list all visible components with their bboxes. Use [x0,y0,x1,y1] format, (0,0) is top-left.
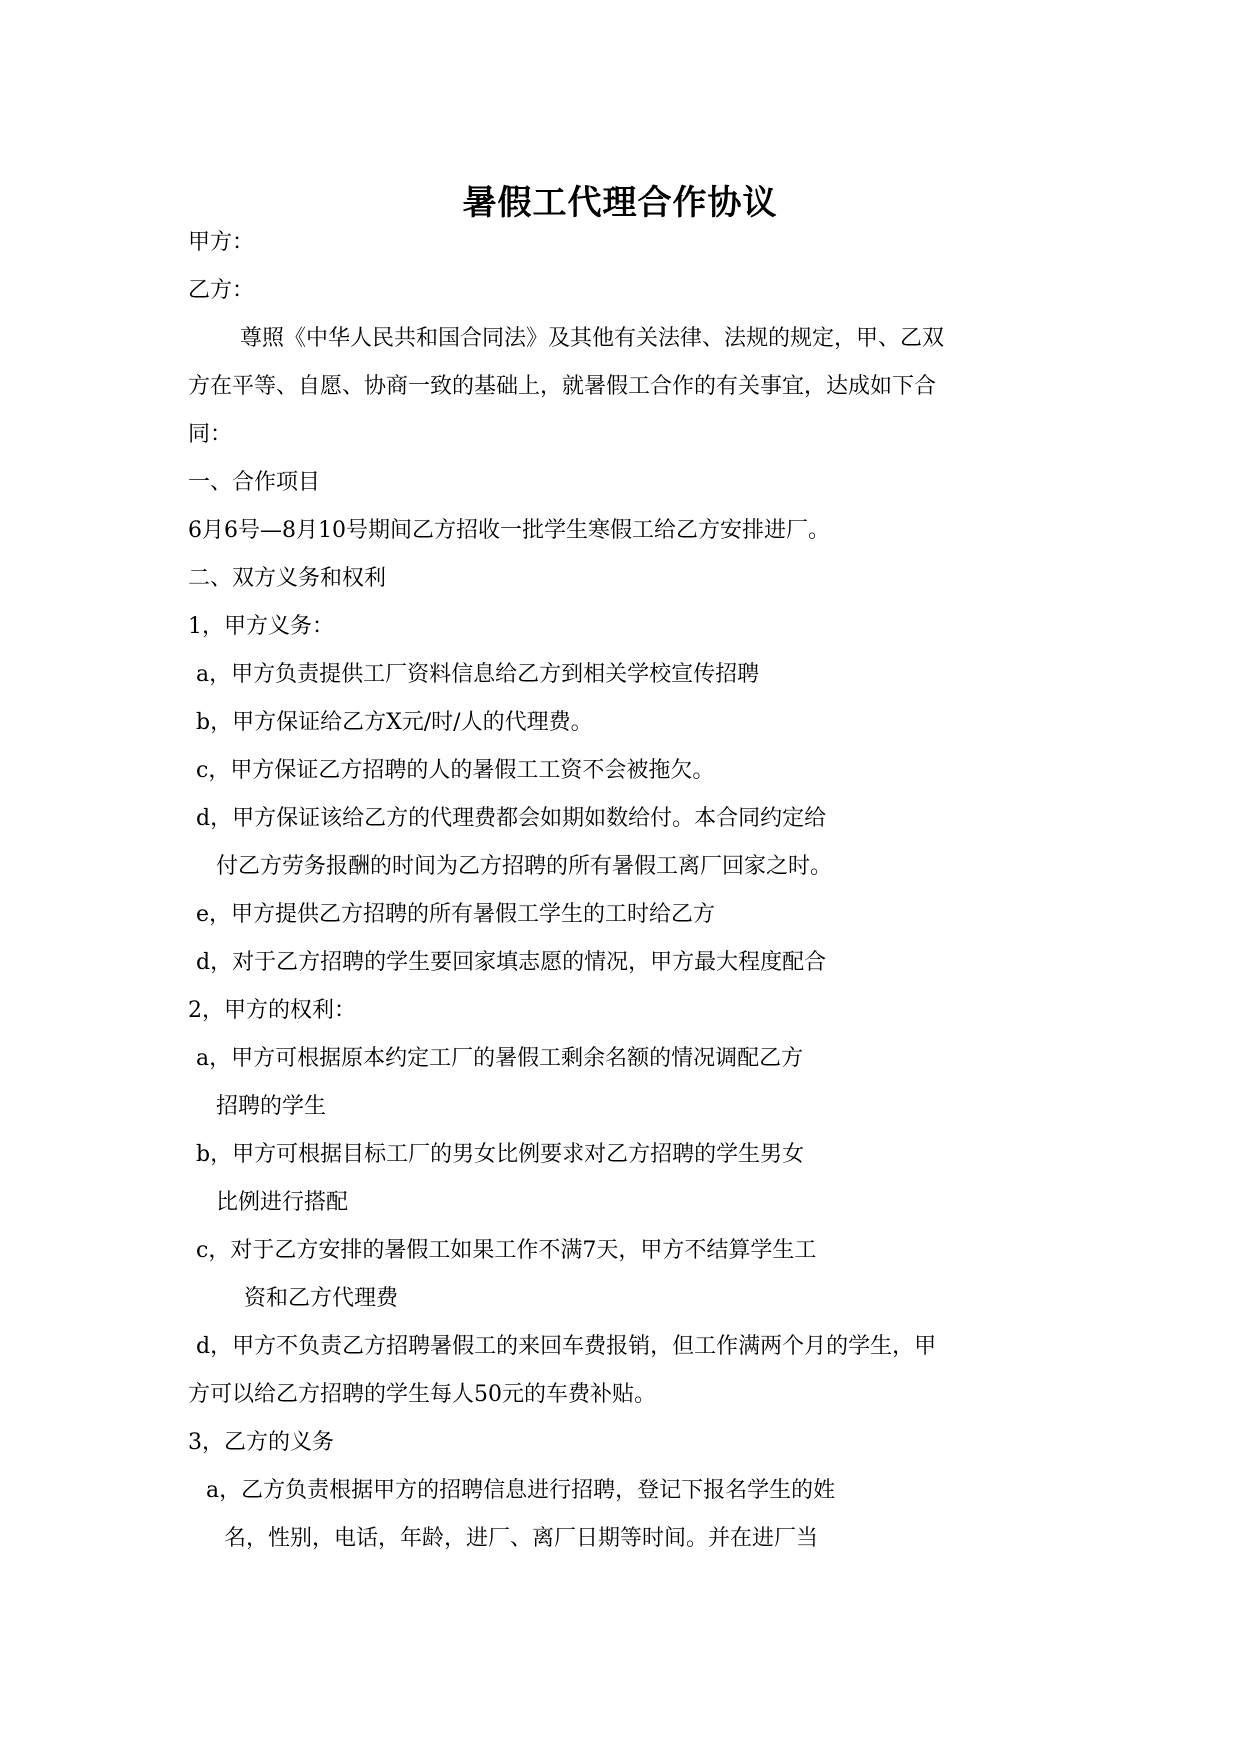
section-2-heading: 二、双方义务和权利 [188,566,387,591]
intro-line-2: 方在平等、自愿、协商一致的基础上，就暑假工合作的有关事宜，达成如下合 [188,374,937,399]
party-b-label: 乙方： [188,278,255,303]
party-b-duty-a-line-1: a，乙方负责根据甲方的招聘信息进行招聘，登记下报名学生的姓 [206,1478,836,1503]
party-a-duty-d-line-2: 付乙方劳务报酬的时间为乙方招聘的所有暑假工离厂回家之时。 [216,854,833,879]
party-a-right-a-line-1: a，甲方可根据原本约定工厂的暑假工剩余名额的情况调配乙方 [196,1046,804,1071]
party-b-duties-heading: 3，乙方的义务 [188,1430,334,1455]
party-a-duty-b: b，甲方保证给乙方X元/时/人的代理费。 [196,710,593,735]
party-a-label: 甲方： [188,230,255,255]
party-b-duty-a-line-2: 名，性别，电话，年龄，进厂、离厂日期等时间。并在进厂当 [224,1526,819,1551]
party-a-right-a-line-2: 招聘的学生 [216,1094,327,1119]
party-a-duty-d-line-1: d，甲方保证该给乙方的代理费都会如期如数给付。本合同约定给 [196,806,827,831]
party-a-right-d-line-1: d，甲方不负责乙方招聘暑假工的来回车费报销，但工作满两个月的学生，甲 [196,1334,937,1359]
party-a-right-c-line-2: 资和乙方代理费 [244,1286,399,1311]
party-a-right-b-line-2: 比例进行搭配 [216,1190,349,1215]
party-a-duty-d2: d，对于乙方招聘的学生要回家填志愿的情况，甲方最大程度配合 [196,950,827,975]
party-a-rights-heading: 2，甲方的权利： [188,998,356,1023]
party-a-right-d-line-2: 方可以给乙方招聘的学生每人50元的车费补贴。 [188,1382,656,1407]
intro-line-3: 同： [188,422,233,447]
party-a-duty-a: a，甲方负责提供工厂资料信息给乙方到相关学校宣传招聘 [196,662,760,687]
section-1-heading: 一、合作项目 [188,470,321,495]
section-1-text: 6月6号—8月10号期间乙方招收一批学生寒假工给乙方安排进厂。 [188,518,830,543]
intro-line-1: 尊照《中华人民共和国合同法》及其他有关法律、法规的规定，甲、乙双 [240,326,945,351]
party-a-duties-heading: 1，甲方义务： [188,614,334,639]
party-a-right-c-line-1: c，对于乙方安排的暑假工如果工作不满7天，甲方不结算学生工 [196,1238,817,1263]
party-a-right-b-line-1: b，甲方可根据目标工厂的男女比例要求对乙方招聘的学生男女 [196,1142,805,1167]
document-title: 暑假工代理合作协议 [462,183,778,223]
party-a-duty-e: e，甲方提供乙方招聘的所有暑假工学生的工时给乙方 [196,902,716,927]
party-a-duty-c: c，甲方保证乙方招聘的人的暑假工工资不会被拖欠。 [196,758,715,783]
